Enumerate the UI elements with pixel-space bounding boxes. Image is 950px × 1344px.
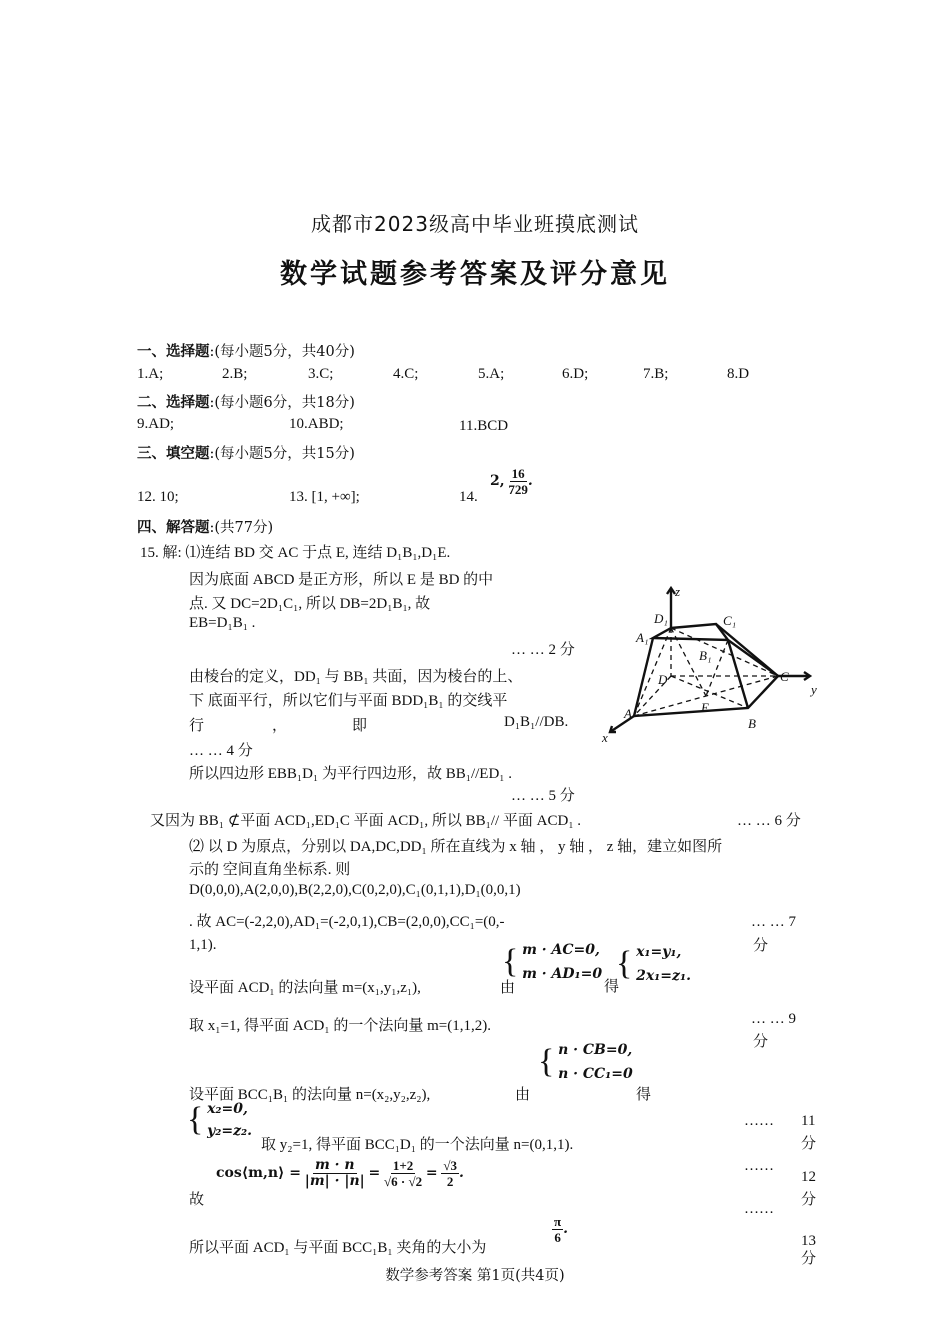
figure-label-D: D (658, 672, 668, 687)
q15-line9: 又因为 BB₁ ⊄平面 ACD₁,ED₁C 平面 ACD₁, 所以 BB₁// 平面 ACD₁ . (150, 813, 582, 829)
answer-10: 10.ABD; (289, 416, 344, 432)
cosine-formula: cos⟨m,n⟩ = $\frac{m \cdot n}{|m| \cdot |n|}$ = $\frac{1+2}{√6 \cdot √2}$ = $\frac{√3}{2}$ . (216, 1157, 464, 1189)
answer-14-label: 14. (459, 489, 478, 505)
figure-label-y: y (811, 682, 817, 697)
answer-6: 6.D; (562, 366, 589, 382)
q15-line12: D(0,0,0),A(2,0,0),B(2,2,0),C(0,2,0),C₁(0,1,1),D₁(0,0,1) (189, 882, 521, 898)
score-13-num: 13 (801, 1233, 816, 1249)
final-angle: $\frac{\pi}{6}$ . (554, 1214, 568, 1245)
answer-2: 2.B; (222, 366, 248, 382)
section2-heading: 二、选择题:(每小题6分，共18分) (137, 394, 355, 411)
figure-label-B: B (748, 716, 756, 731)
score-11-num: 11 (801, 1113, 816, 1129)
figure-label-z: z (675, 584, 681, 599)
answer-14-value: 2, $\frac{16}{729}$ . (490, 466, 533, 497)
q15-line10: ⑵ 以 D 为原点，分别以 DA,DC,DD₁ 所在直线为 x 轴 ， y 轴 ， z 轴，建立如图所 (189, 839, 723, 855)
section4-heading: 四、解答题:(共77分) (137, 519, 274, 536)
q15-line1: 15. 解: ⑴连结 BD 交 AC 于点 E, 连结 D₁B₁,D₁E. (140, 545, 451, 561)
section1-heading: 一、选择题:(每小题5分，共40分) (137, 343, 355, 360)
score-13-unit: 分 (801, 1251, 817, 1267)
figure-label-A: A (624, 706, 632, 721)
answer-7: 7.B; (643, 366, 669, 382)
answer-8: 8.D (727, 366, 750, 382)
q15-line16: 取 x₁=1, 得平面 ACD₁ 的一个法向量 m=(1,1,2). (189, 1018, 491, 1034)
q15-line4: EB=D₁B₁ . (189, 615, 256, 631)
score-9: … … 9 (751, 1011, 796, 1027)
score-9-unit: 分 (753, 1034, 769, 1050)
q15-line13: . 故 AC=(-2,2,0),AD₁=(-2,0,1),CB=(2,0,0),CC₁=(0,- (189, 914, 505, 930)
q15-line5: 由棱台的定义，DD₁ 与 BB₁ 共面，因为棱台的上、 (189, 669, 523, 685)
figure-label-B1: B₁ (699, 648, 712, 663)
score-5: … … 5 分 (511, 788, 575, 804)
equation-system-4: { x₂=0, y₂=z₂. (187, 1101, 253, 1139)
figure-label-D1: D₁ (654, 611, 668, 626)
page-title: 数学试题参考答案及评分意见 (280, 259, 670, 290)
score-12-num: 12 (801, 1169, 816, 1185)
answer-12: 12. 10; (137, 489, 179, 505)
q15-line3: 点. 又 DC=2D₁C₁, 所以 DB=2D₁B₁, 故 (189, 596, 431, 612)
score-6: … … 6 分 (737, 813, 801, 829)
answer-4: 4.C; (393, 366, 419, 382)
equation-system-2: { x₁=y₁, 2x₁=z₁. (616, 944, 691, 984)
score-11-unit: 分 (801, 1136, 817, 1152)
score-7: … … 7 (751, 914, 796, 930)
answer-9: 9.AD; (137, 416, 175, 432)
q15-line17-de: 得 (636, 1087, 652, 1103)
q15-line17-you: 由 (515, 1087, 531, 1103)
q15-line6: 下 底面平行，所以它们与平面 BDD₁B₁ 的交线平 (189, 693, 508, 709)
figure-label-C: C (780, 669, 789, 684)
q15-line18: 取 y₂=1, 得平面 BCC₁D₁ 的一个法向量 n=(0,1,1). (261, 1137, 574, 1153)
sub-title: 成都市2023级高中毕业班摸底测试 (311, 212, 639, 236)
score-11: …… (744, 1113, 774, 1129)
score-12: …… (744, 1158, 774, 1174)
equation-system-1: { m · AC=0, m · AD₁=0 (502, 942, 603, 982)
q15-line8: 所以四边形 EBB₁D₁ 为平行四边形，故 BB₁//ED₁ . (189, 766, 513, 782)
answer-3: 3.C; (308, 366, 334, 382)
section3-heading: 三、填空题:(每小题5分，共15分) (137, 445, 355, 462)
score-7-unit: 分 (753, 938, 769, 954)
figure-label-A1: A₁ (636, 630, 649, 645)
figure-label-x: x (602, 730, 608, 745)
q15-line7c: 即 (352, 718, 368, 734)
q15-line17: 设平面 BCC₁B₁ 的法向量 n=(x₂,y₂,z₂), (189, 1087, 431, 1103)
q15-line20: 所以平面 ACD₁ 与平面 BCC₁B₁ 夹角的大小为 (189, 1240, 487, 1256)
answer-13: 13. [1, +∞]; (289, 489, 360, 505)
q15-line15-you: 由 (500, 980, 516, 996)
q15-line11: 示的 空间直角坐标系. 则 (189, 862, 351, 878)
q15-line7b: ， (272, 718, 288, 734)
q15-line2: 因为底面 ABCD 是正方形，所以 E 是 BD 的中 (189, 572, 494, 588)
q15-line7d: D₁B₁//DB. (504, 714, 569, 730)
q15-line19: 故 (189, 1192, 205, 1208)
q15-line15-de: 得 (604, 979, 620, 995)
score-13: …… (744, 1201, 774, 1217)
score-4: … … 4 分 (189, 743, 253, 759)
score-12-unit: 分 (801, 1192, 817, 1208)
frustum-figure (598, 580, 828, 750)
q15-line7a: 行 (189, 718, 205, 734)
equation-system-3: { n · CB=0, n · CC₁=0 (538, 1042, 633, 1082)
answer-1: 1.A; (137, 366, 164, 382)
figure-label-C1: C₁ (723, 613, 737, 628)
page-footer: 数学参考答案 第1页(共4页) (385, 1268, 565, 1284)
answer-11: 11.BCD (459, 418, 509, 434)
score-2: … … 2 分 (511, 642, 575, 658)
figure-label-E: E (701, 700, 709, 715)
answer-5: 5.A; (478, 366, 505, 382)
q15-line14: 1,1). (189, 937, 217, 953)
q15-line15: 设平面 ACD₁ 的法向量 m=(x₁,y₁,z₁), (189, 980, 421, 996)
